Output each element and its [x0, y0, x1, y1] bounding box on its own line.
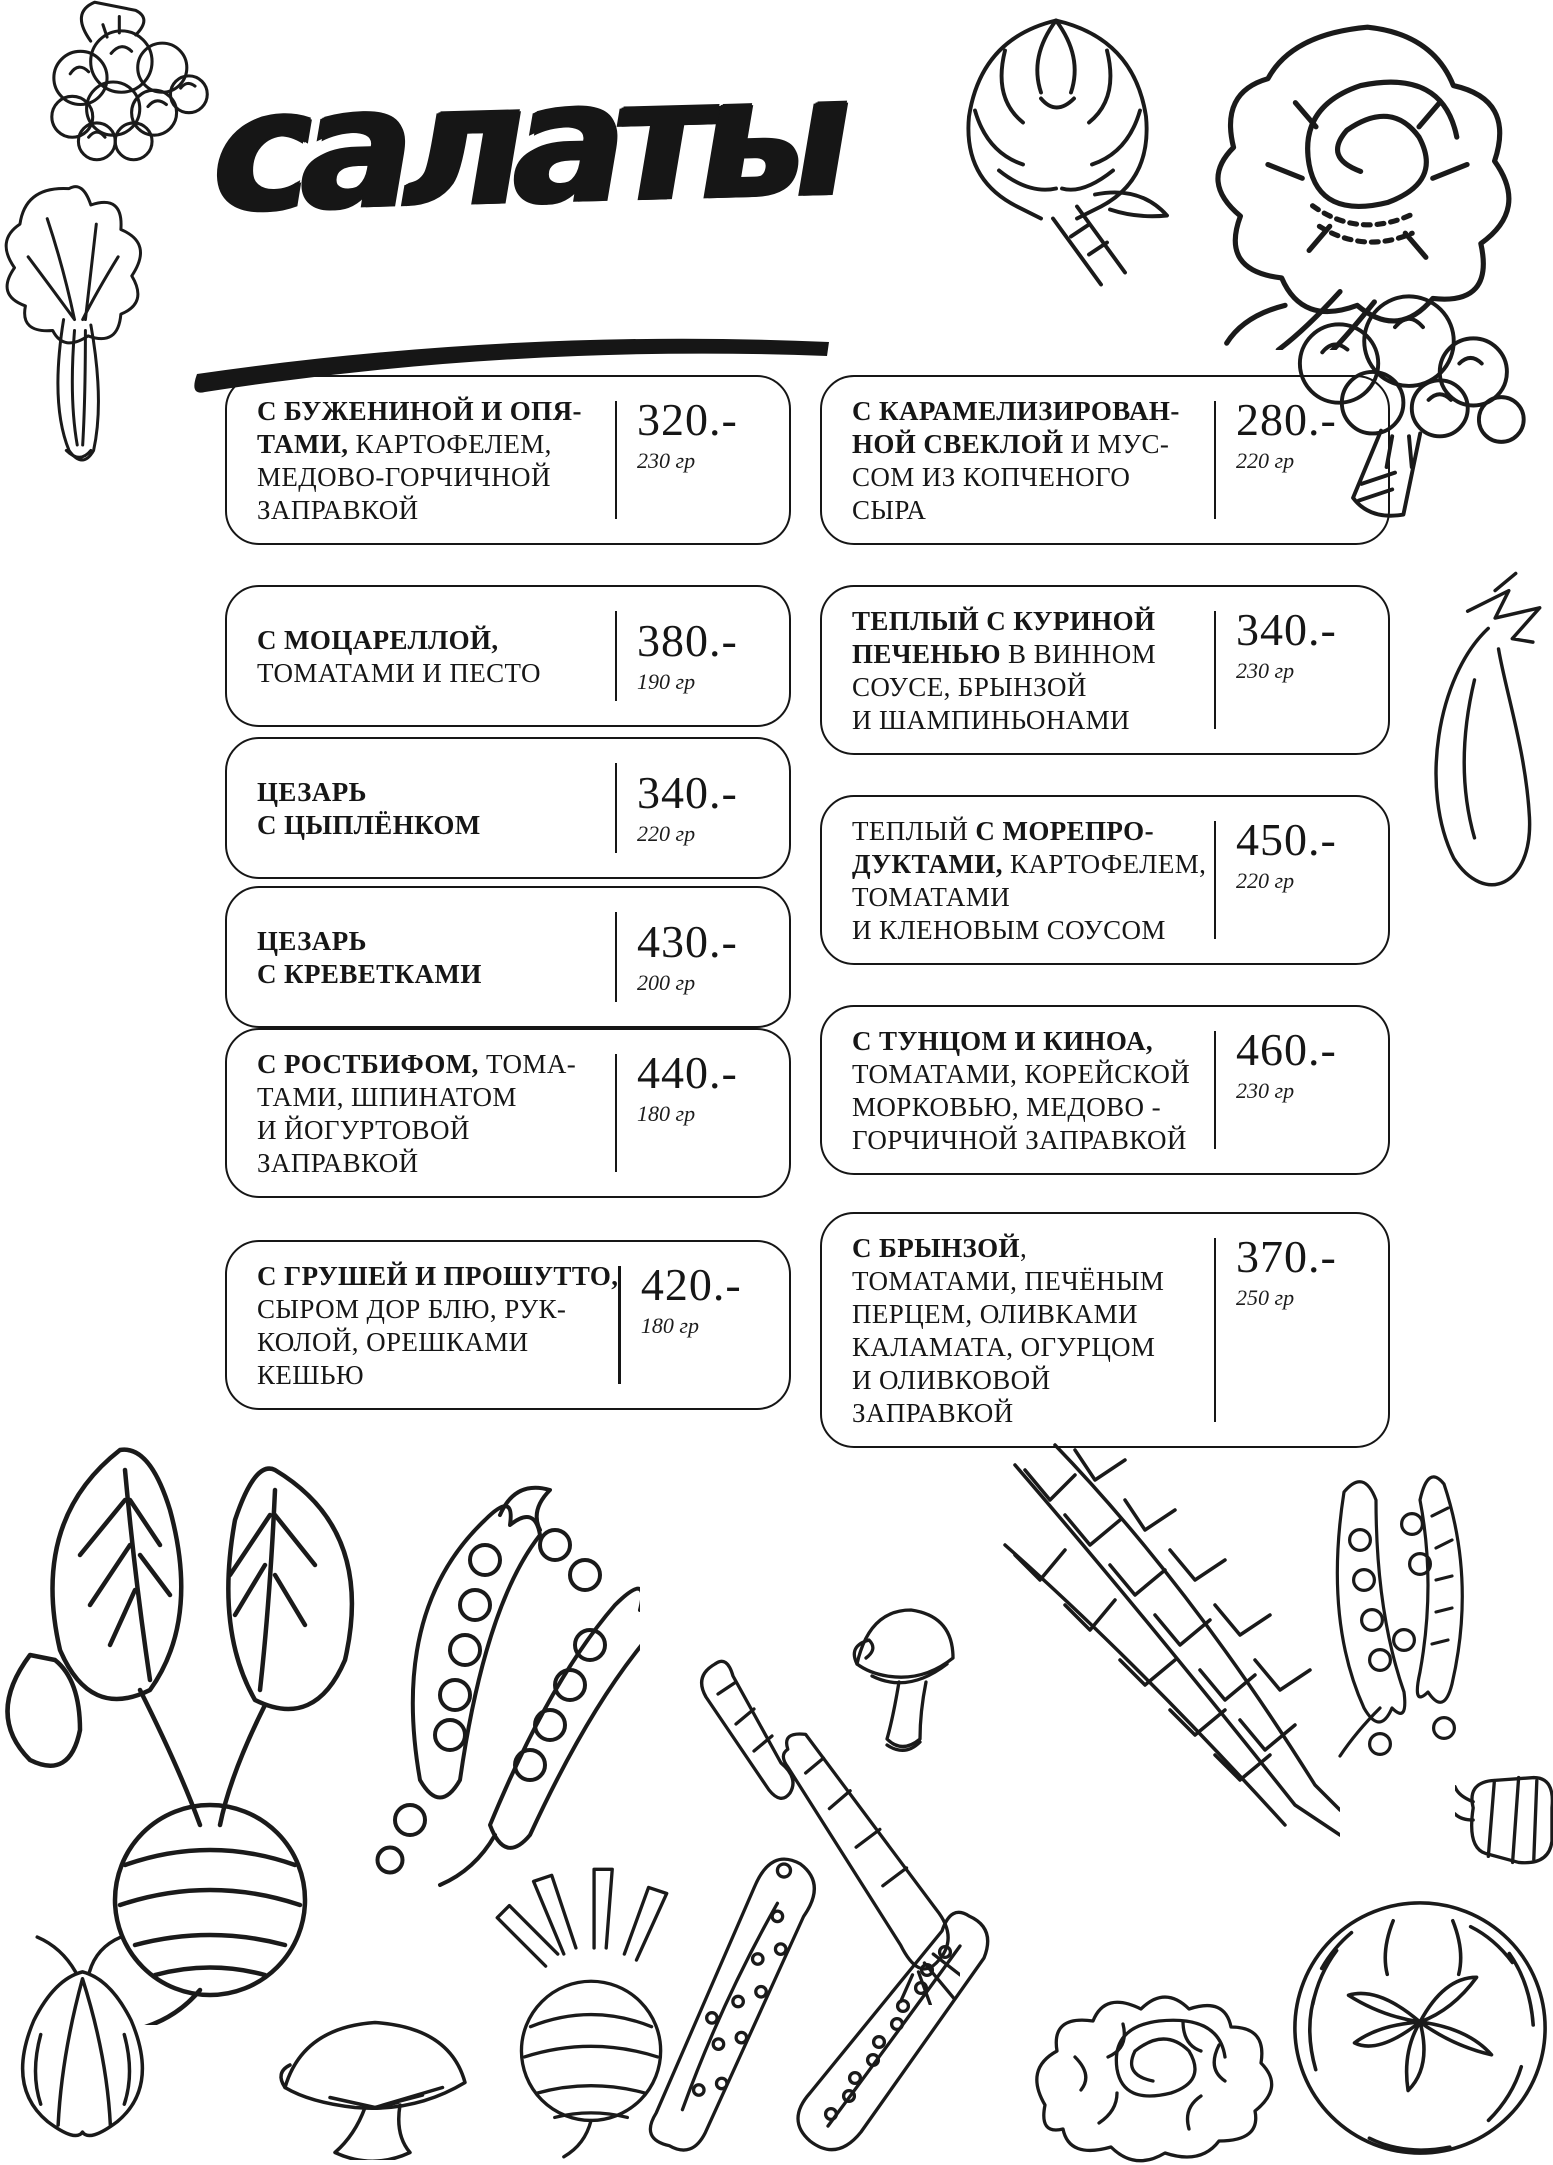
- mushroom-illustration: [270, 2010, 480, 2160]
- menu-item-name: [852, 603, 1214, 737]
- menu-item-name-line: ЗАПРАВКОЙ: [257, 1148, 419, 1178]
- menu-item-name-line: СЫРА: [852, 495, 927, 525]
- menu-item-name-line: ЗАПРАВКОЙ: [257, 495, 419, 525]
- menu-item: [225, 737, 791, 879]
- menu-item-name-line: С КРЕВЕТКАМИ: [257, 959, 482, 989]
- menu-item-name: [852, 1230, 1214, 1430]
- menu-item-weight: 220 гр: [1236, 868, 1295, 893]
- menu-item-name-line: И ШАМПИНЬОНАМИ: [852, 705, 1130, 735]
- menu-item-name-line: И ЙОГУРТОВОЙ: [257, 1115, 470, 1145]
- menu-item: [820, 1005, 1390, 1175]
- menu-item-name-line: С БУЖЕНИНОЙ И ОПЯ-: [257, 396, 582, 426]
- menu-item-name-line: С ЦЫПЛЁНКОМ: [257, 810, 481, 840]
- menu-item-name: [852, 813, 1214, 947]
- menu-item-price: 380.-: [637, 614, 738, 666]
- bok-choy-illustration: [0, 175, 157, 475]
- menu-item-weight: 180 гр: [637, 1101, 696, 1126]
- menu-item: [820, 375, 1390, 545]
- menu-item-name-line: СОМ ИЗ КОПЧЕНОГО: [852, 462, 1131, 492]
- menu-item-name-line: СЫРОМ ДОР БЛЮ, РУК-: [257, 1294, 567, 1324]
- menu-item-name-line: ТАМИ, КАРТОФЕЛЕМ,: [257, 429, 552, 459]
- menu-item-name: [257, 1258, 618, 1392]
- menu-item-price: 340.-: [637, 766, 738, 818]
- menu-item-weight: 230 гр: [1236, 658, 1295, 683]
- menu-item-name: [257, 1046, 615, 1180]
- menu-item-price-block: [1216, 1231, 1364, 1311]
- menu-item-price-block: [617, 915, 765, 996]
- menu-item: [820, 1212, 1390, 1448]
- menu-item-weight: 220 гр: [1236, 448, 1295, 473]
- pea-pods-right-illustration: [1300, 1460, 1480, 1760]
- menu-item: [225, 585, 791, 727]
- menu-item-price-block: [1216, 1024, 1364, 1104]
- menu-item-name-line: ТОМАТАМИ, ПЕЧЁНЫМ: [852, 1266, 1165, 1296]
- menu-item-name-line: ГОРЧИЧНОЙ ЗАПРАВКОЙ: [852, 1125, 1187, 1155]
- menu-item-price: 370.-: [1236, 1231, 1337, 1282]
- menu-item-price-block: [617, 614, 765, 695]
- carrot-illustration: [770, 1725, 960, 2005]
- menu-item-name-line: МОРКОВЬЮ, МЕДОВО -: [852, 1092, 1161, 1122]
- menu-item-price: 430.-: [637, 915, 738, 967]
- menu-item-name: [257, 774, 615, 842]
- cucumber-illustration: [630, 1830, 820, 2160]
- carrot-right-illustration: [1455, 1765, 1553, 1875]
- menu-item-name-line: ТАМИ, ШПИНАТОМ: [257, 1082, 517, 1112]
- cucumber-right-illustration: [770, 1895, 1000, 2165]
- radish-illustration: [470, 1860, 700, 2160]
- menu-item-name: [257, 393, 615, 527]
- menu-item-name: [852, 393, 1214, 527]
- page-title: салаты: [209, 37, 842, 251]
- carrot-small-illustration: [690, 1655, 800, 1805]
- menu-item-weight: 250 гр: [1236, 1285, 1295, 1310]
- menu-item-name-line: ТОМАТАМИ: [852, 882, 1011, 912]
- menu-item-name-line: И КЛЕНОВЫМ СОУСОМ: [852, 915, 1166, 945]
- menu-item-name-line: С КАРАМЕЛИЗИРОВАН-: [852, 396, 1180, 426]
- pea-pods-illustration: [350, 1470, 640, 1890]
- menu-item-name-line: ТЕПЛЫЙ С МОРЕПРО-: [852, 816, 1154, 846]
- menu-item: [820, 585, 1390, 755]
- menu-item-weight: 190 гр: [637, 668, 696, 694]
- menu-item-name-line: ТЕПЛЫЙ С КУРИНОЙ: [852, 606, 1156, 636]
- artichoke-illustration: [930, 5, 1185, 315]
- menu-item-name-line: С БРЫНЗОЙ,: [852, 1233, 1028, 1263]
- menu-item-name: [257, 923, 615, 991]
- menu-item-name-line: ПЕРЦЕМ, ОЛИВКАМИ: [852, 1299, 1138, 1329]
- menu-item-price-block: [1216, 604, 1364, 684]
- tomato-illustration: [1280, 1885, 1553, 2165]
- beet-leaves-illustration: [0, 1425, 420, 2025]
- menu-item-price: 280.-: [1236, 394, 1337, 445]
- menu-item-price-block: [1216, 394, 1364, 474]
- menu-item-weight: 230 гр: [1236, 1078, 1295, 1103]
- cauliflower-illustration: [25, 0, 230, 172]
- menu-item: [225, 375, 791, 545]
- mushroom-small-illustration: [845, 1595, 965, 1760]
- menu-item-price-block: [1216, 814, 1364, 894]
- menu-item-name-line: КОЛОЙ, ОРЕШКАМИ: [257, 1327, 529, 1357]
- menu-item-price-block: [617, 766, 765, 847]
- menu-item: [225, 1240, 791, 1410]
- menu-item-name-line: ЦЕЗАРЬ: [257, 926, 367, 956]
- cabbage-illustration: [1015, 1985, 1285, 2165]
- menu-item-weight: 220 гр: [637, 820, 696, 846]
- menu-item-price: 450.-: [1236, 814, 1337, 865]
- menu-item-name-line: И ОЛИВКОВОЙ: [852, 1365, 1051, 1395]
- menu-item-name-line: ТОМАТАМИ И ПЕСТО: [257, 658, 541, 688]
- menu-item-name-line: ТОМАТАМИ, КОРЕЙСКОЙ: [852, 1059, 1191, 1089]
- menu-item-name-line: ПЕЧЕНЬЮ В ВИННОМ: [852, 639, 1157, 669]
- menu-item-weight: 200 гр: [637, 969, 696, 995]
- menu-item-name-line: ЗАПРАВКОЙ: [852, 1398, 1014, 1428]
- menu-item-name-line: С ГРУШЕЙ И ПРОШУТТО,: [257, 1261, 619, 1291]
- menu-item-price: 420.-: [640, 1259, 742, 1310]
- menu-item-price-block: [617, 1047, 765, 1127]
- menu-item-price-block: [621, 1259, 765, 1339]
- menu-item: [225, 886, 791, 1028]
- menu-item-weight: 230 гр: [637, 448, 696, 473]
- menu-item-price: 320.-: [637, 394, 738, 445]
- menu-item-name-line: С ТУНЦОМ И КИНОА,: [852, 1026, 1153, 1056]
- menu-item: [225, 1028, 791, 1198]
- menu-item-price: 440.-: [637, 1047, 738, 1098]
- menu-item-name: [257, 622, 615, 690]
- menu-item: [820, 795, 1390, 965]
- menu-item-weight: 180 гр: [640, 1313, 699, 1338]
- artichoke-half-illustration: [1195, 10, 1540, 350]
- eggplant-illustration: [1392, 570, 1553, 910]
- menu-item-name: [852, 1023, 1214, 1157]
- menu-item-name-line: НОЙ СВЕКЛОЙ И МУС-: [852, 429, 1170, 459]
- menu-item-name-line: ЦЕЗАРЬ: [257, 777, 367, 807]
- menu-item-name-line: КАЛАМАТА, ОГУРЦОМ: [852, 1332, 1156, 1362]
- menu-item-name-line: ДУКТАМИ, КАРТОФЕЛЕМ,: [852, 849, 1207, 879]
- menu-item-name-line: СОУСЕ, БРЫНЗОЙ: [852, 672, 1087, 702]
- menu-item-name-line: С РОСТБИФОМ, ТОМА-: [257, 1049, 577, 1079]
- menu-item-name-line: МЕДОВО-ГОРЧИЧНОЙ: [257, 462, 551, 492]
- garlic-illustration: [0, 1930, 180, 2160]
- menu-item-name-line: С МОЦАРЕЛЛОЙ,: [257, 625, 499, 655]
- menu-item-name-line: КЕШЬЮ: [257, 1360, 364, 1390]
- carrot-greens-illustration: [980, 1430, 1340, 1920]
- menu-item-price: 460.-: [1236, 1024, 1337, 1075]
- menu-item-price-block: [617, 394, 765, 474]
- menu-item-price: 340.-: [1236, 604, 1337, 655]
